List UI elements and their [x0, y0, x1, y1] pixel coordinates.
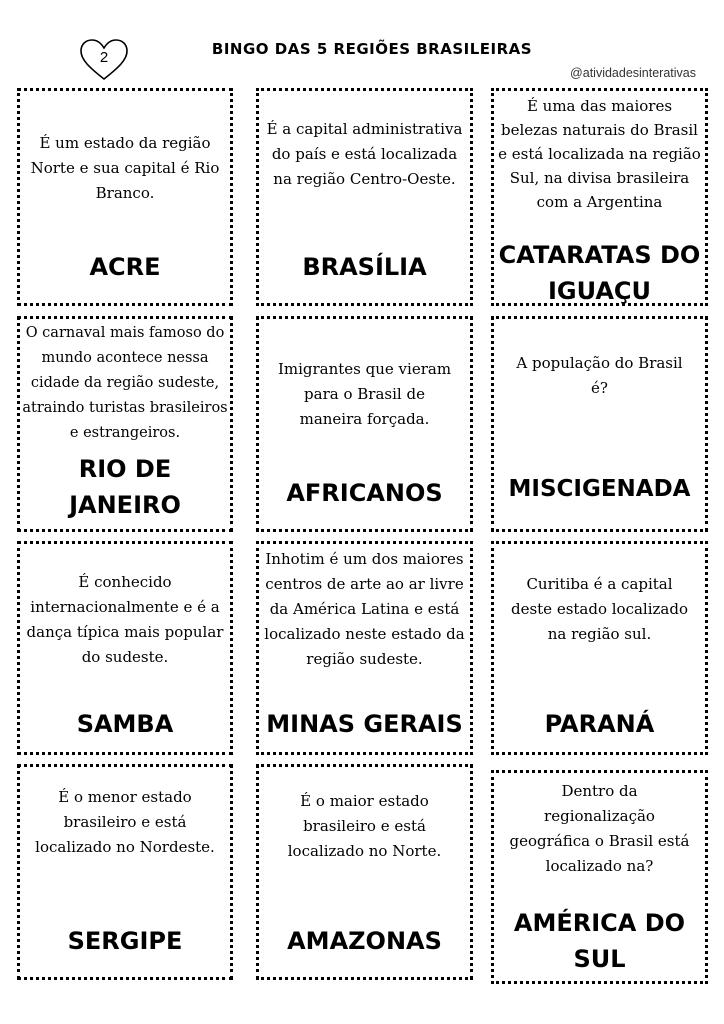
- bingo-card-brasilia: [256, 88, 473, 306]
- card-clue: É conhecido internacionalmente e é a dança típica mais popular do sudeste.: [26, 573, 224, 666]
- card-answer: CATARATAS DO IGUAÇU: [498, 241, 701, 305]
- card-answer: PARANÁ: [544, 710, 655, 738]
- card-clue: Curitiba é a capital deste estado localizado na região sul.: [510, 575, 689, 643]
- bingo-card-parana: [491, 541, 708, 755]
- bingo-card-cataratas: [491, 88, 708, 306]
- card-clue: É uma das maiores belezas naturais do Brasil e está localizada na região Sul, na divisa brasileira com a Argentina: [498, 97, 701, 211]
- bingo-card-acre: [17, 88, 233, 306]
- page-title: BINGO DAS 5 REGIÕES BRASILEIRAS: [211, 40, 533, 58]
- card-clue: Inhotim é um dos maiores centros de arte ao ar livre da América Latina e está localizado neste estado da região sudeste.: [264, 550, 465, 668]
- card-clue: O carnaval mais famoso do mundo acontece nessa cidade da região sudeste, atraindo turistas brasileiros e estrangeiros.: [22, 325, 228, 441]
- card-answer: AMÉRICA DO SUL: [513, 909, 686, 973]
- bingo-card-rio-de-janeiro: [17, 316, 233, 532]
- card-clue: A população do Brasil é?: [516, 354, 683, 397]
- card-answer: AMAZONAS: [287, 927, 442, 955]
- card-answer: AFRICANOS: [286, 479, 443, 507]
- bingo-card-africanos: [256, 316, 473, 532]
- bingo-card-amazonas: [256, 764, 473, 980]
- card-clue: É o maior estado brasileiro e está localizado no Norte.: [287, 792, 442, 860]
- bingo-card-sergipe: [17, 764, 233, 980]
- bingo-card-america-do-sul: [491, 770, 708, 984]
- author-handle: @atividadesinterativas: [570, 66, 696, 80]
- card-answer: MINAS GERAIS: [266, 710, 463, 738]
- card-clue: Dentro da regionalização geográfica o Brasil está localizado na?: [509, 782, 690, 875]
- card-clue: É o menor estado brasileiro e está localizado no Nordeste.: [35, 788, 215, 856]
- bingo-card-samba: [17, 541, 233, 755]
- card-clue: Imigrantes que vieram para o Brasil de maneira forçada.: [277, 360, 452, 428]
- card-clue: É a capital administrativa do país e está localizada na região Centro-Oeste.: [266, 120, 463, 188]
- page-number: 2: [99, 49, 109, 66]
- card-answer: ACRE: [89, 253, 161, 281]
- card-answer: SAMBA: [76, 710, 174, 738]
- card-answer: SERGIPE: [67, 927, 183, 955]
- bingo-card-miscigenada: [491, 316, 708, 532]
- card-answer: BRASÍLIA: [302, 253, 427, 281]
- card-answer: MISCIGENADA: [508, 476, 691, 502]
- card-clue: É um estado da região Norte e sua capital é Rio Branco.: [30, 134, 220, 202]
- card-answer: RIO DE JANEIRO: [69, 455, 181, 519]
- bingo-card-minas-gerais: [256, 541, 473, 755]
